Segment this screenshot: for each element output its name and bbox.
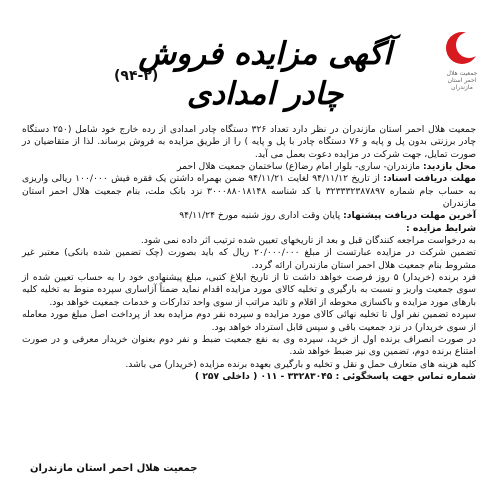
notice-code: (۹۴-۲) (114, 68, 159, 84)
contact-phone: ۳۳۲۸۳۰۴۵ - ۰۱۱ ( داخلی ۲۵۷ ) (194, 370, 336, 382)
intro-paragraph: جمعیت هلال احمر استان مازندران در نظر دارد تعداد ۳۲۶ دستگاه چادر امدادی از رده خارج خود شامل (۲۵۰ دستگاه چادر برزنتی بدون پل و پایه و ۷۶ دستگاه چادر با پل و پایه ) را از طریق مزایده به فروش برساند. لذا از متقاضیان در صورت تمایل، جهت شرکت در مزایده دعوت بعمل می آید. (22, 124, 477, 160)
deadline-text: از تاریخ ۹۴/۱۱/۱۲ لغایت ۹۴/۱۱/۲۱ ضمن بهمراه داشتن یک فقره فیش ۱۰۰/۰۰۰ ریالی واریزی به حساب جام شماره ۳۲۳۳۳۲۳۸۷۸۹۷ با کد شناسه ۳۰۰۰۸۸۰۱۸۱۴۸ نزد بانک ملت، بنام جمعیت هلال احمر استان مازندران (22, 173, 476, 210)
red-crescent-icon (442, 28, 482, 68)
condition-item: فرد برنده (خریدار) ۵ روز فرصت خواهد داشت تا از تاریخ ابلاغ کتبی، مبلغ پیشنهادی خود را به حساب تعیین شده از سوی جمعیت واریز و نسبت به بارگیری و تخلیه کالای مورد مزایده اقدام نماید ضمناً آزاساری سپرده منوط به تخلیه کلیه بارهای مورد مزایده و باکسازی محوطه از اقلام و تائید مراتب از سوی واحد تداركات و خدمات جمعیت خواهد بود. (22, 272, 477, 308)
notice-body (22, 124, 476, 383)
visit-text: مازندران- ساری- بلوار امام رضا(ع) ساختمان جمعیت هلال احمر (177, 161, 423, 173)
signature: جمعیت هلال احمر استان مازندران (30, 463, 198, 474)
notice-header (0, 0, 498, 118)
condition-item: تضمین شرکت در مزایده عبارتست از مبلغ ۲۰/۰۰۰/۰۰۰ ریال که باید بصورت (چک تضمین شده بانکی) معتبر غیر مشروط بنام جمعیت هلال احمر استان مازندران ارائه گردد. (22, 247, 476, 271)
condition-item: در صورت انصراف برنده اول از خرید، سپرده وی به نفع جمعیت ضبط و نفر دوم بعنوان خریدار معرفی و در صورت امتناع برنده دوم، تضمین وی نیز ضبط خواهد شد. (22, 333, 476, 358)
condition-item: به درخواست مراجعه کنندگان قبل و بعد از تاریخهای تعیین شده ترتیب اثر داده نمی شود. (140, 235, 476, 247)
last-deadline-paragraph (22, 210, 476, 222)
red-crescent-logo (440, 28, 484, 100)
last-deadline-text: پایان وقت اداری روز شنبه مورخ ۹۴/۱۱/۲۴ (179, 210, 344, 222)
notice-title: آگهی مزایده فروش چادر امدادی (138, 36, 392, 112)
contact-label: شماره تماس جهت پاسخگوئی : (335, 370, 476, 382)
visit-label: محل بازدید: (422, 161, 476, 173)
logo-caption: جمعیت هلال احمر استان مازندران (446, 70, 478, 91)
condition-item: سپرده تضمین نفر اول تا تخلیه نهائی کالای مورد مزایده و سپرده نفر دوم مزایده بعد از پرداخت اصل مبلغ مورد معامله از سوی خریدار) در نزد جمعیت باقی و سپس قابل استرداد خواهد بود. (22, 309, 476, 333)
deadline-label: مهلت دریافت اسناد: (383, 173, 476, 185)
contact-paragraph (22, 371, 476, 383)
visit-paragraph (22, 161, 476, 173)
last-deadline-label: آخرین مهلت دریافت پیشنهاد: (343, 210, 476, 222)
deadline-paragraph (22, 173, 476, 210)
condition-item: کلیه هزینه های متعارف حمل و نقل و تخلیه و بارگیری بعهده برنده مزایده (خریدار) می باشد. (125, 358, 476, 370)
conditions-heading: شرایط مزایده : (406, 222, 476, 234)
